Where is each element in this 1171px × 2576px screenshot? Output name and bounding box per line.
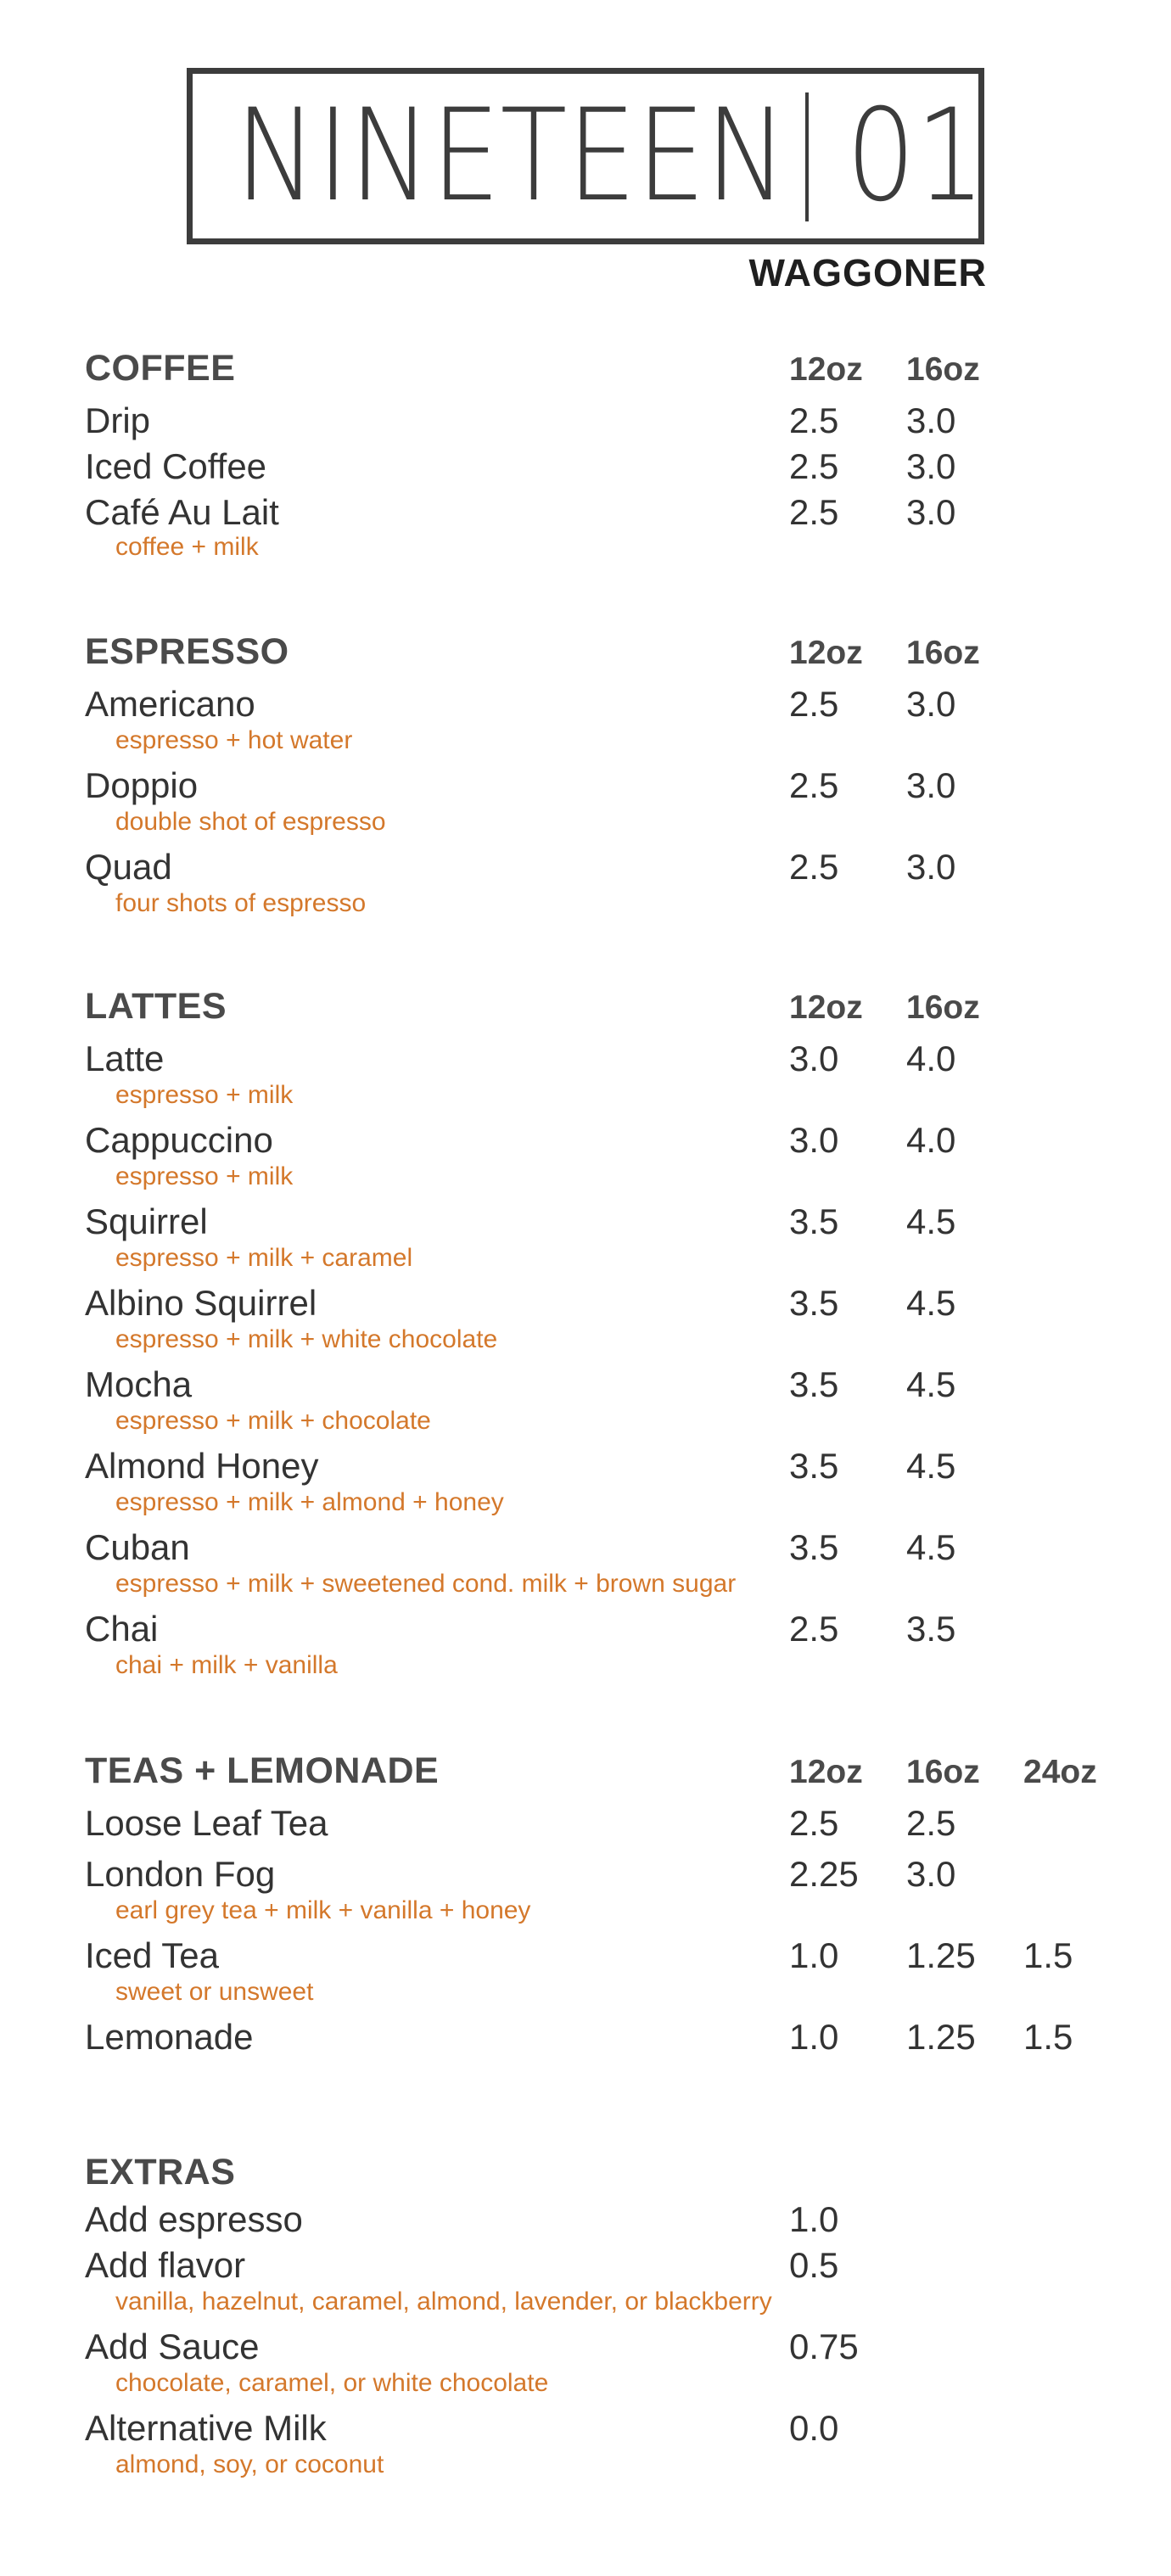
item-description: espresso + milk + chocolate (115, 1407, 431, 1435)
item-price: 4.0 (906, 1120, 956, 1160)
section-espresso (0, 631, 1171, 928)
menu-item (0, 1527, 1171, 1609)
item-description: espresso + milk + sweetened cond. milk + brown sugar (115, 1570, 737, 1598)
menu-item (0, 1201, 1171, 1283)
item-name: Latte (85, 1039, 165, 1078)
item-description: double shot of espresso (115, 808, 386, 836)
section-extras (0, 2152, 1171, 2489)
item-price: 4.5 (906, 1283, 956, 1323)
logo-name: NINETEEN (235, 82, 787, 230)
item-description: espresso + milk (115, 1081, 294, 1109)
item-price: 3.5 (789, 1364, 839, 1404)
section-header (0, 348, 1171, 400)
item-name: Add Sauce (85, 2327, 260, 2366)
section-header (0, 2152, 1171, 2199)
item-price: 4.0 (906, 1039, 956, 1078)
item-name: Lemonade (85, 2017, 254, 2057)
item-description: chai + milk + vanilla (115, 1651, 338, 1679)
item-name: Café Au Lait (85, 492, 279, 532)
item-price: 2.5 (789, 1609, 839, 1649)
logo-divider (805, 92, 809, 221)
item-price: 3.0 (789, 1039, 839, 1078)
item-price: 1.5 (1023, 2017, 1073, 2057)
item-name: Doppio (85, 765, 199, 805)
item-price: 0.5 (789, 2245, 839, 2285)
item-name: Drip (85, 400, 151, 440)
item-name: Quad (85, 847, 172, 887)
size-header: 16oz (906, 1754, 980, 1790)
item-name: Alternative Milk (85, 2408, 327, 2448)
menu-item (0, 1609, 1171, 1690)
item-price: 2.5 (789, 492, 839, 532)
menu-item (0, 2199, 1171, 2245)
menu-item (0, 492, 1171, 574)
item-name: Cappuccino (85, 1120, 273, 1160)
menu-item (0, 1935, 1171, 2017)
item-price: 1.0 (789, 1935, 839, 1975)
menu-item (0, 2245, 1171, 2327)
size-header: 12oz (789, 351, 863, 388)
size-header: 16oz (906, 635, 980, 671)
item-price: 2.5 (789, 765, 839, 805)
menu-item (0, 684, 1171, 765)
item-name: Squirrel (85, 1201, 208, 1241)
item-price: 1.0 (789, 2199, 839, 2239)
item-name: Chai (85, 1609, 159, 1649)
section-title: COFFEE (85, 348, 236, 389)
menu-item (0, 2408, 1171, 2489)
item-price: 1.5 (1023, 1935, 1073, 1975)
size-header: 16oz (906, 989, 980, 1026)
item-price: 1.25 (906, 2017, 976, 2057)
menu-item (0, 2327, 1171, 2408)
item-price: 3.0 (906, 765, 956, 805)
item-name: Iced Tea (85, 1935, 220, 1975)
item-description: four shots of espresso (115, 889, 367, 917)
item-price: 3.5 (906, 1609, 956, 1649)
menu-item (0, 1803, 1171, 1854)
item-name: Almond Honey (85, 1446, 319, 1486)
item-name: Albino Squirrel (85, 1283, 317, 1323)
menu-item (0, 847, 1171, 928)
item-description: chocolate, caramel, or white chocolate (115, 2369, 549, 2397)
item-price: 2.5 (789, 446, 839, 486)
item-description: espresso + milk + white chocolate (115, 1325, 498, 1353)
size-header: 12oz (789, 989, 863, 1026)
item-name: Loose Leaf Tea (85, 1803, 328, 1843)
menu-item (0, 1364, 1171, 1446)
item-price: 3.5 (789, 1527, 839, 1567)
menu-item (0, 765, 1171, 847)
item-name: Mocha (85, 1364, 193, 1404)
item-name: London Fog (85, 1854, 276, 1894)
section-header (0, 631, 1171, 684)
item-name: Cuban (85, 1527, 190, 1567)
menu-item (0, 1283, 1171, 1364)
item-price: 4.5 (906, 1201, 956, 1241)
item-price: 4.5 (906, 1446, 956, 1486)
item-price: 4.5 (906, 1364, 956, 1404)
size-header: 16oz (906, 351, 980, 388)
item-price: 2.5 (789, 400, 839, 440)
item-name: Americano (85, 684, 255, 724)
section-header (0, 1750, 1171, 1803)
item-name: Add espresso (85, 2199, 303, 2239)
item-price: 2.5 (789, 684, 839, 724)
menu-item (0, 1120, 1171, 1201)
menu-item (0, 1039, 1171, 1120)
item-price: 1.0 (789, 2017, 839, 2057)
location-title: WAGGONER (748, 251, 987, 294)
item-price: 2.5 (789, 1803, 839, 1843)
section-title: EXTRAS (85, 2152, 236, 2192)
menu-item (0, 1854, 1171, 1935)
item-name: Iced Coffee (85, 446, 267, 486)
section-title: LATTES (85, 986, 227, 1027)
item-price: 3.0 (906, 847, 956, 887)
menu-item (0, 400, 1171, 446)
item-price: 1.25 (906, 1935, 976, 1975)
logo-number: 01 (846, 82, 986, 230)
item-description: almond, soy, or coconut (115, 2450, 384, 2478)
menu-item (0, 2017, 1171, 2068)
item-price: 3.5 (789, 1201, 839, 1241)
menu-item (0, 1446, 1171, 1527)
item-price: 2.25 (789, 1854, 859, 1894)
item-price: 3.0 (906, 446, 956, 486)
item-price: 2.5 (906, 1803, 956, 1843)
item-description: espresso + hot water (115, 726, 353, 754)
size-header: 12oz (789, 635, 863, 671)
item-price: 0.75 (789, 2327, 859, 2366)
item-price: 3.0 (906, 400, 956, 440)
section-lattes (0, 986, 1171, 1690)
item-price: 3.5 (789, 1283, 839, 1323)
logo (187, 68, 984, 244)
section-teas (0, 1750, 1171, 2068)
item-price: 2.5 (789, 847, 839, 887)
item-price: 0.0 (789, 2408, 839, 2448)
item-description: coffee + milk (115, 533, 259, 561)
item-description: sweet or unsweet (115, 1978, 314, 2006)
section-title: TEAS + LEMONADE (85, 1750, 440, 1791)
item-description: espresso + milk + almond + honey (115, 1488, 504, 1516)
size-header: 24oz (1023, 1754, 1097, 1790)
item-description: earl grey tea + milk + vanilla + honey (115, 1896, 531, 1924)
size-header: 12oz (789, 1754, 863, 1790)
section-header (0, 986, 1171, 1039)
item-price: 4.5 (906, 1527, 956, 1567)
section-coffee (0, 348, 1171, 574)
item-description: espresso + milk + caramel (115, 1244, 413, 1272)
item-price: 3.0 (906, 492, 956, 532)
item-name: Add flavor (85, 2245, 246, 2285)
section-title: ESPRESSO (85, 631, 289, 672)
item-description: vanilla, hazelnut, caramel, almond, lavender, or blackberry (115, 2288, 772, 2316)
item-price: 3.0 (906, 1854, 956, 1894)
item-price: 3.5 (789, 1446, 839, 1486)
item-price: 3.0 (789, 1120, 839, 1160)
item-price: 3.0 (906, 684, 956, 724)
menu-item (0, 446, 1171, 492)
item-description: espresso + milk (115, 1162, 294, 1190)
